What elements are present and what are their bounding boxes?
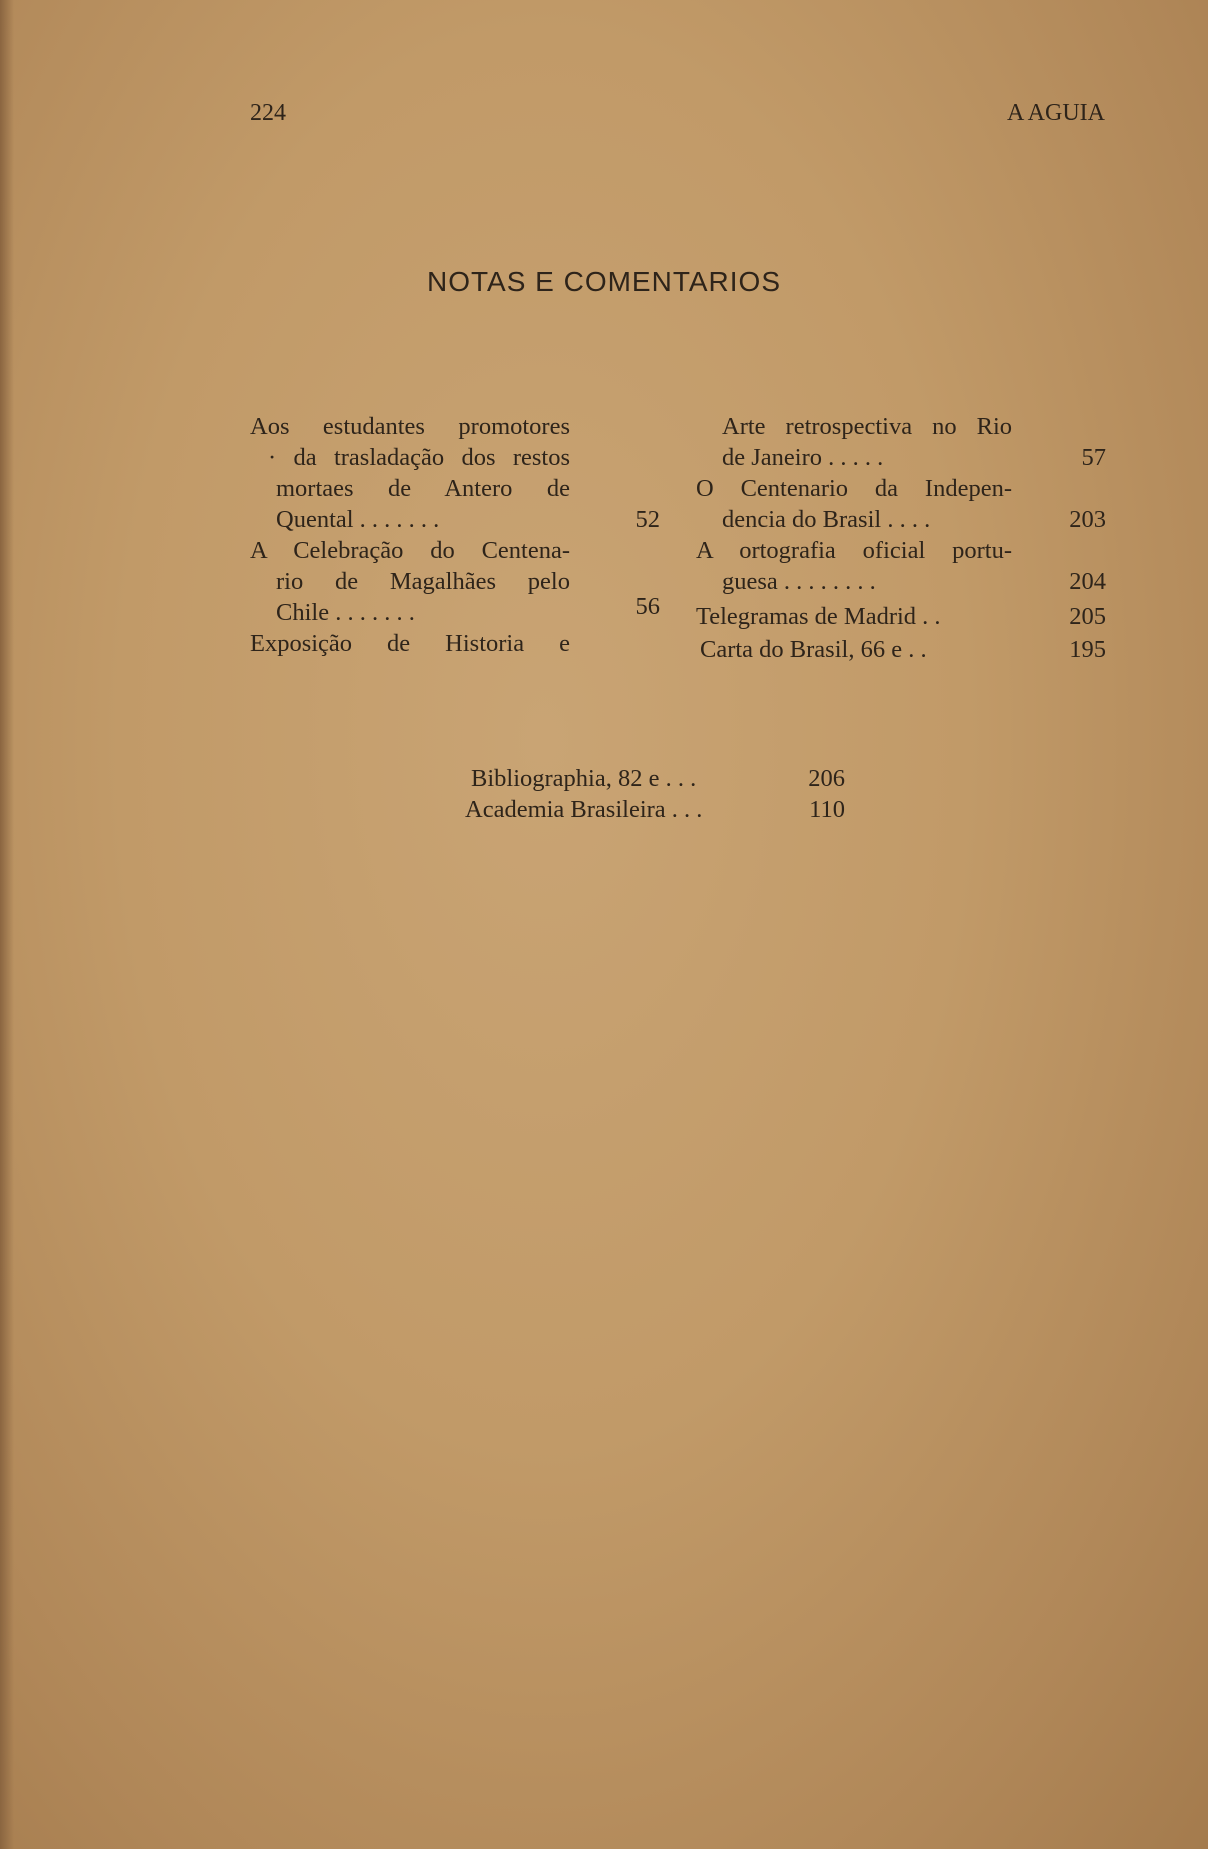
entry-line: Arte retrospectiva no Rio — [722, 413, 1012, 440]
entry-line: mortaes de Antero de — [276, 475, 570, 502]
entry-line: A Celebração do Centena- — [250, 537, 570, 564]
entry-line: Academia Brasileira . . . — [465, 796, 703, 823]
page-ref: 57 — [1081, 444, 1106, 471]
page-number: 224 — [250, 100, 286, 126]
entry-line: A ortografia oficial portu- — [696, 537, 1012, 564]
bottom-entries — [465, 764, 885, 834]
entry-line: de Janeiro . . . . . — [722, 444, 884, 471]
left-column — [250, 412, 660, 657]
entry-line: dencia do Brasil . . . . — [722, 506, 931, 533]
page-ref: 52 — [635, 506, 660, 533]
running-title: A AGUIA — [1006, 100, 1105, 126]
entry-line: Bibliographia, 82 e . . . — [471, 765, 697, 792]
page-ref: 203 — [1069, 506, 1106, 533]
page-ref: 110 — [809, 796, 845, 823]
entry-line: Telegramas de Madrid . . — [696, 603, 941, 630]
page-ref: 195 — [1069, 636, 1106, 663]
entry-line: Aos estudantes promotores — [250, 413, 570, 440]
right-column — [696, 412, 1106, 672]
entry-line: O Centenario da Indepen- — [696, 475, 1012, 502]
entry-line: rio de Magalhães pelo — [276, 568, 570, 595]
entry-line: Carta do Brasil, 66 e . . — [700, 636, 927, 663]
page-ref: 204 — [1069, 568, 1106, 595]
section-title: NOTAS E COMENTARIOS — [427, 266, 781, 297]
page-ref: 56 — [635, 593, 660, 620]
entry-line: Exposição de Historia e — [250, 630, 570, 657]
entry-line: Quental . . . . . . . — [276, 506, 440, 533]
page-ref: 205 — [1069, 603, 1106, 630]
entry-line: · da trasladação dos restos — [268, 444, 570, 471]
page-ref: 206 — [808, 765, 845, 792]
entry-line: guesa . . . . . . . . — [722, 568, 876, 595]
entry-line: Chile . . . . . . . — [276, 599, 415, 626]
